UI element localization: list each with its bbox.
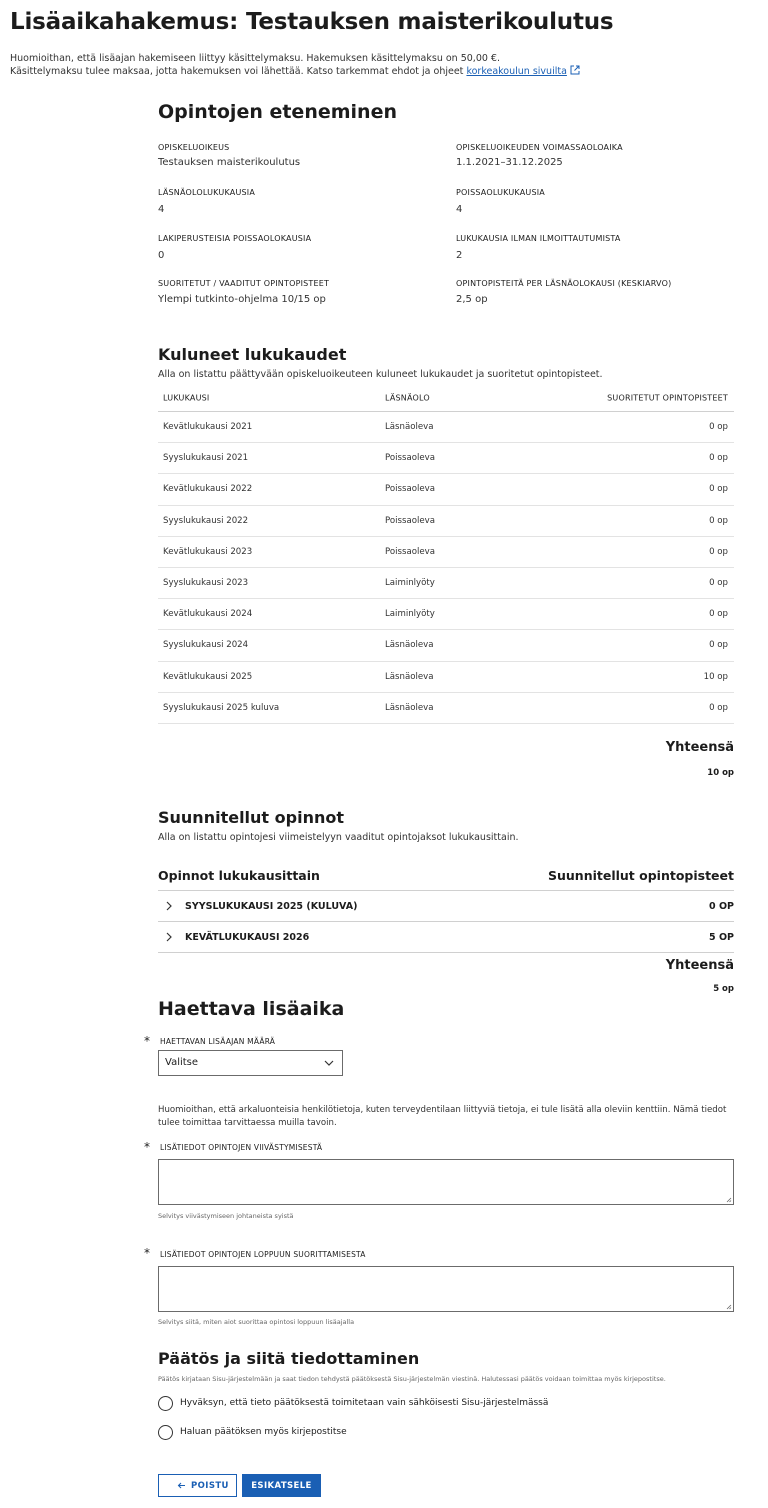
completion-help-text: Selvitys siitä, miten aiot suorittaa opintosi loppuun lisäajalla [158, 1318, 355, 1326]
field-value: 4 [456, 204, 463, 215]
preview-button[interactable] [242, 1474, 321, 1497]
resize-grip-icon[interactable] [726, 1197, 732, 1203]
planned-title: Suunnitellut opinnot [158, 808, 344, 827]
term-cell: Syyslukukausi 2023 [163, 578, 249, 589]
required-asterisk: * [144, 1034, 150, 1048]
extension-amount-select[interactable] [158, 1050, 343, 1076]
credits-cell: 0 op [709, 422, 728, 433]
planned-description: Alla on listattu opintojesi viimeistelyyn vaaditut opintojaksot lukukausittain. [158, 832, 519, 843]
field-label: LÄSNÄOLOLUKUKAUSIA [158, 188, 256, 197]
credits-cell: 0 op [709, 702, 728, 713]
credits-cell: 0 op [709, 515, 728, 526]
completion-details-textarea[interactable] [158, 1266, 734, 1312]
return-arrow-icon [177, 1482, 186, 1490]
planned-row-value: 0 OP [709, 901, 734, 912]
chevron-right-icon [164, 900, 174, 912]
field-label: LUKUKAUSIA ILMAN ILMOITTAUTUMISTA [456, 234, 621, 243]
attendance-cell: Läsnäoleva [385, 422, 434, 433]
note-line-2: tulee toimittaa tarvittaessa muilla tavoin. [158, 1118, 337, 1128]
planned-total-label: Yhteensä [665, 958, 734, 973]
preview-button-label: ESIKATSELE [251, 1481, 312, 1491]
field-value: 2 [456, 250, 463, 261]
table-row [158, 599, 734, 630]
resize-grip-icon[interactable] [726, 1304, 732, 1310]
terms-description: Alla on listattu päättyvään opiskeluoikeuteen kuluneet lukukaudet ja suoritetut opintopisteet. [158, 369, 603, 380]
university-pages-link[interactable]: korkeakoulun sivuilta [466, 66, 567, 77]
intro-line-2 [10, 65, 750, 78]
term-cell: Kevätlukukausi 2023 [163, 546, 253, 557]
field-value: 4 [158, 204, 165, 215]
field-label: OPISKELUOIKEUS [158, 143, 230, 152]
field-value: Ylempi tutkinto-ohjelma 10/15 op [158, 294, 326, 305]
radio-label: Haluan päätöksen myös kirjepostitse [180, 1427, 347, 1437]
attendance-cell: Poissaoleva [385, 484, 436, 495]
planned-col-left: Opinnot lukukausittain [158, 868, 320, 883]
chevron-right-icon [164, 931, 174, 943]
terms-total-label: Yhteensä [665, 740, 734, 755]
required-asterisk: * [144, 1246, 150, 1260]
required-asterisk: * [144, 1140, 150, 1154]
field-label: SUORITETUT / VAADITUT OPINTOPISTEET [158, 279, 330, 288]
attendance-cell: Poissaoleva [385, 546, 436, 557]
note-line-1: Huomioithan, että arkaluonteisia henkilötietoja, kuten terveydentilaan liittyviä tietoja, ei tule lisätä alla oleviin kenttiin. Nämä tiedot [158, 1105, 727, 1115]
exit-button[interactable] [158, 1474, 237, 1497]
table-row [158, 693, 734, 724]
field-value: 1.1.2021–31.12.2025 [456, 157, 563, 168]
intro-line-1: Huomioithan, että lisäajan hakemiseen liittyy käsittelymaksu. Hakemuksen käsittelymaksu on 50,00 €. [10, 53, 500, 64]
term-cell: Syyslukukausi 2024 [163, 640, 249, 651]
attendance-cell: Laiminlyöty [385, 578, 435, 589]
credits-cell: 0 op [709, 609, 728, 620]
planned-row-value: 5 OP [709, 932, 734, 943]
attendance-cell: Poissaoleva [385, 453, 436, 464]
attendance-cell: Läsnäoleva [385, 671, 434, 682]
page-title: Lisäaikahakemus: Testauksen maisterikoulutus [10, 9, 614, 35]
field-label: OPISKELUOIKEUDEN VOIMASSAOLOAIKA [456, 143, 623, 152]
select-value: Valitse [165, 1057, 199, 1068]
field-label: POISSAOLUKUKAUSIA [456, 188, 545, 197]
progress-title: Opintojen eteneminen [158, 101, 397, 123]
column-header-term: LUKUKAUSI [163, 393, 210, 402]
delay-label: LISÄTIEDOT OPINTOJEN VIIVÄSTYMISESTÄ [160, 1143, 323, 1152]
delay-details-textarea[interactable] [158, 1159, 734, 1205]
table-row [158, 412, 734, 443]
term-cell: Kevätlukukausi 2024 [163, 609, 253, 620]
credits-cell: 10 op [703, 671, 728, 682]
radio-label: Hyväksyn, että tieto päätöksestä toimitetaan vain sähköisesti Sisu-järjestelmässä [180, 1398, 549, 1408]
table-row [158, 474, 734, 505]
credits-cell: 0 op [709, 453, 728, 464]
field-label: OPINTOPISTEITÄ PER LÄSNÄOLOKAUSI (KESKIARVO) [456, 279, 672, 288]
table-header-row [158, 384, 734, 412]
term-cell: Syyslukukausi 2021 [163, 453, 249, 464]
planned-row-label: SYYSLUKUKAUSI 2025 (KULUVA) [185, 901, 358, 912]
attendance-cell: Laiminlyöty [385, 609, 435, 620]
field-value: Testauksen maisterikoulutus [158, 157, 301, 168]
credits-cell: 0 op [709, 578, 728, 589]
field-value: 0 [158, 250, 165, 261]
planned-col-right: Suunnitellut opintopisteet [548, 868, 734, 883]
table-row [158, 630, 734, 661]
delay-help-text: Selvitys viivästymiseen johtaneista syistä [158, 1212, 294, 1220]
terms-title: Kuluneet lukukaudet [158, 345, 347, 364]
field-value: 2,5 op [456, 294, 488, 305]
decision-title: Päätös ja siitä tiedottaminen [158, 1349, 420, 1368]
table-row [158, 537, 734, 568]
intro-line-2-text: Käsittelymaksu tulee maksaa, jotta hakemuksen voi lähettää. Katso tarkemmat ehdot ja ohjeet [10, 66, 467, 77]
field-label: LAKIPERUSTEISIA POISSAOLOKAUSIA [158, 234, 312, 243]
extension-title: Haettava lisäaika [158, 998, 345, 1020]
term-cell: Kevätlukukausi 2022 [163, 484, 253, 495]
external-link-icon [570, 65, 580, 75]
planned-total-value: 5 op [713, 984, 734, 994]
term-cell: Syyslukukausi 2025 kuluva [163, 702, 280, 713]
column-header-attendance: LÄSNÄOLO [385, 393, 430, 402]
amount-label: HAETTAVAN LISÄAJAN MÄÄRÄ [160, 1037, 276, 1046]
credits-cell: 0 op [709, 546, 728, 557]
exit-button-label: POISTU [191, 1481, 229, 1491]
term-cell: Kevätlukukausi 2021 [163, 422, 253, 433]
decision-description: Päätös kirjataan Sisu-järjestelmään ja saat tiedon tehdystä päätöksestä Sisu-järjestelmän viestinä. Halutessasi päätös voidaan toimittaa myös kirjepostitse. [158, 1375, 666, 1383]
planned-row-autumn-2025[interactable] [158, 891, 734, 922]
radio-button[interactable] [158, 1425, 173, 1440]
attendance-cell: Poissaoleva [385, 515, 436, 526]
chevron-down-icon [324, 1059, 334, 1067]
planned-row-spring-2026[interactable] [158, 922, 734, 953]
table-row [158, 506, 734, 537]
attendance-cell: Läsnäoleva [385, 640, 434, 651]
terms-table [158, 384, 734, 724]
intro-text [10, 52, 750, 78]
term-cell: Kevätlukukausi 2025 [163, 671, 253, 682]
terms-total-value: 10 op [707, 768, 734, 778]
planned-row-label: KEVÄTLUKUKAUSI 2026 [185, 932, 310, 943]
attendance-cell: Läsnäoleva [385, 702, 434, 713]
sensitive-data-note [158, 1104, 734, 1130]
table-row [158, 662, 734, 693]
radio-button[interactable] [158, 1396, 173, 1411]
credits-cell: 0 op [709, 484, 728, 495]
table-row [158, 443, 734, 474]
planned-table-header [158, 867, 734, 891]
table-row [158, 568, 734, 599]
completion-label: LISÄTIEDOT OPINTOJEN LOPPUUN SUORITTAMISESTA [160, 1250, 366, 1259]
column-header-credits: SUORITETUT OPINTOPISTEET [607, 393, 728, 402]
term-cell: Syyslukukausi 2022 [163, 515, 249, 526]
credits-cell: 0 op [709, 640, 728, 651]
